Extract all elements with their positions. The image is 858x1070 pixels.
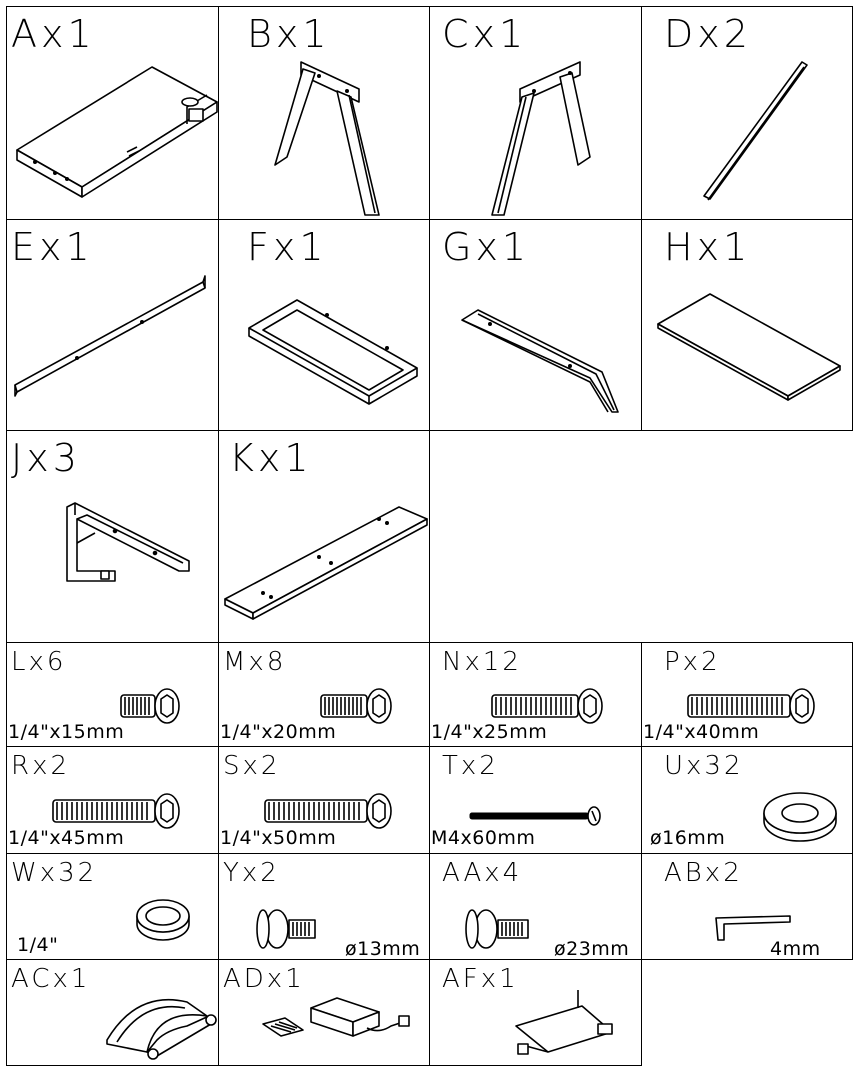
hardware-label: Nx12: [442, 647, 522, 677]
hardware-label: Lx6: [11, 647, 67, 677]
right-leg-drawing: [430, 7, 642, 220]
bracket-drawing: [7, 431, 219, 643]
part-cell-b: [218, 6, 430, 220]
hardware-spec: ø16mm: [650, 827, 726, 849]
hardware-label: AAx4: [442, 858, 523, 888]
frame-drawing: [219, 220, 430, 431]
hardware-spec: 4mm: [770, 938, 821, 960]
hardware-label: ABx2: [664, 858, 743, 888]
shelf-panel-drawing: [642, 220, 853, 431]
part-label: Jx3: [11, 436, 81, 480]
hardware-cell-l: [6, 642, 219, 747]
part-label: Hx1: [664, 225, 752, 269]
part-label: Dx2: [664, 12, 752, 56]
left-leg-drawing: [219, 7, 430, 220]
part-cell-j: [6, 430, 219, 643]
desktop-drawing: [7, 7, 219, 220]
part-label: Cx1: [442, 12, 528, 56]
hardware-cell-n: [429, 642, 642, 747]
support-bar-drawing: [642, 7, 853, 220]
top-board-drawing: [219, 431, 430, 643]
part-cell-f: [218, 219, 430, 431]
hardware-spec: 1/4"x50mm: [220, 827, 337, 849]
hardware-spec: 1/4"x40mm: [643, 721, 760, 743]
hardware-cell-m: [218, 642, 430, 747]
part-label: Kx1: [229, 436, 313, 480]
hardware-cell-af: [429, 959, 642, 1066]
hardware-cell-w: [6, 853, 219, 960]
part-label: Ex1: [11, 225, 94, 269]
part-label: Fx1: [247, 225, 328, 269]
hardware-spec: 1/4"x15mm: [8, 721, 125, 743]
hardware-label: AFx1: [442, 964, 519, 994]
hardware-spec: 1/4": [17, 934, 59, 956]
hardware-label: Yx2: [223, 858, 280, 888]
part-cell-d: [641, 6, 853, 220]
hardware-label: ADx1: [223, 964, 305, 994]
part-cell-g: [429, 219, 642, 431]
hardware-spec: ø23mm: [554, 938, 630, 960]
crossbar-drawing: [7, 220, 219, 431]
hardware-label: Rx2: [11, 751, 70, 781]
hardware-label: Px2: [664, 647, 721, 677]
hardware-label: Sx2: [223, 751, 281, 781]
hardware-label: Tx2: [442, 751, 499, 781]
hardware-cell-p: [641, 642, 853, 747]
hardware-cell-t: [429, 746, 642, 854]
part-label: Gx1: [442, 225, 531, 269]
part-cell-c: [429, 6, 642, 220]
hardware-label: Wx32: [11, 858, 98, 888]
hardware-cell-ac: [6, 959, 219, 1066]
hardware-spec: M4x60mm: [431, 827, 536, 849]
hardware-spec: 1/4"x25mm: [431, 721, 548, 743]
part-cell-k: [218, 430, 430, 643]
hardware-spec: 1/4"x45mm: [8, 827, 125, 849]
hardware-cell-ad: [218, 959, 430, 1066]
part-cell-h: [641, 219, 853, 431]
part-cell-a: [6, 6, 219, 220]
hardware-cell-aa: [429, 853, 642, 960]
hardware-label: Ux32: [664, 751, 744, 781]
part-cell-e: [6, 219, 219, 431]
hardware-cell-ab: [641, 853, 853, 960]
hardware-spec: ø13mm: [345, 938, 421, 960]
hardware-spec: 1/4"x20mm: [220, 721, 337, 743]
hardware-cell-y: [218, 853, 430, 960]
hex-key-drawing: [642, 854, 853, 960]
hardware-label: Mx8: [223, 647, 287, 677]
part-label: Ax1: [11, 12, 96, 56]
power-adapter-drawing: [219, 960, 430, 1066]
hardware-cell-u: [641, 746, 853, 854]
power-strip-drawing: [430, 960, 642, 1066]
part-label: Bx1: [247, 12, 331, 56]
rail-drawing: [430, 220, 642, 431]
cable-tray-drawing: [7, 960, 219, 1066]
hardware-label: ACx1: [11, 964, 91, 994]
hardware-cell-s: [218, 746, 430, 854]
hardware-cell-r: [6, 746, 219, 854]
